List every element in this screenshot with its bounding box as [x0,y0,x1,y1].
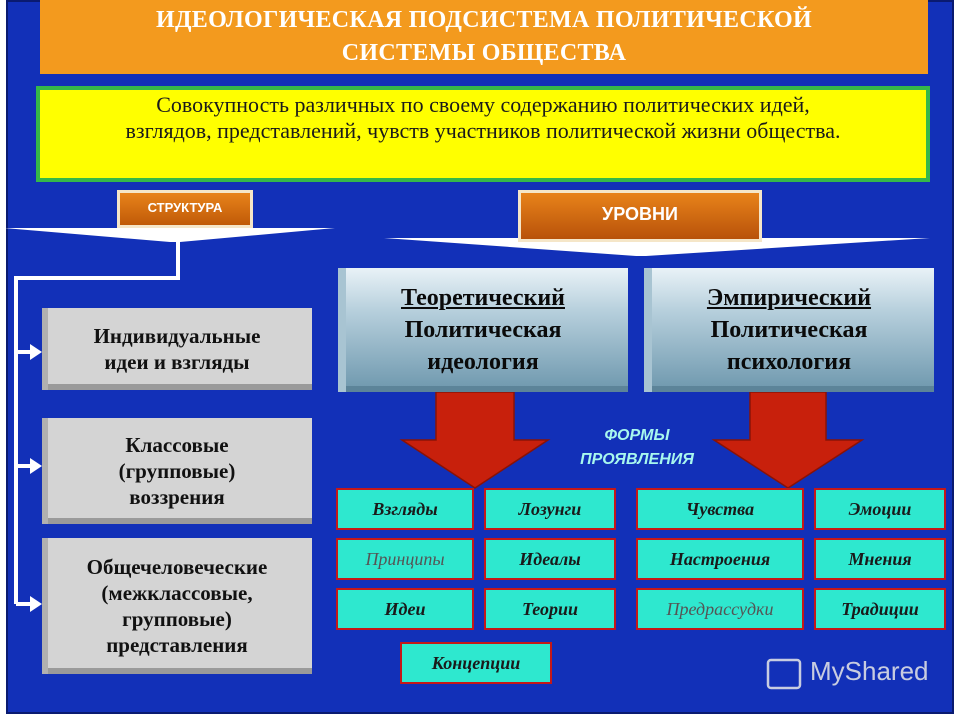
form-traditsii: Традиции [814,588,946,630]
title-line-2: СИСТЕМЫ ОБЩЕСТВА [341,40,627,66]
definition-line-2: взглядов, представлений, чувств участников политической жизни общества. [125,118,841,143]
forms-label [552,424,722,472]
level-empirical-line-3: психология [726,349,852,375]
arrow-empirical-down [714,392,862,488]
structure-item-1-line-2: идеи и взгляды [104,350,250,374]
watermark-text: MyShared [810,656,929,686]
form-teorii: Теории [484,588,616,630]
connector-arrowhead-3 [30,596,42,612]
structure-item-1-line-1: Индивидуальные [93,324,261,348]
level-theoretical-line-2: Политическая [404,317,562,343]
form-lozungi: Лозунги [484,488,616,530]
form-predrassudki: Предрассудки [636,588,804,630]
structure-item-3-line-2: (межклассовые, [101,581,253,605]
form-vzglyady: Взгляды [336,488,474,530]
level-theoretical [338,268,628,392]
level-empirical-head: Эмпирический [706,285,872,311]
watermark-icon [768,660,800,688]
forms-label-line-2: ПРОЯВЛЕНИЯ [580,451,694,468]
form-mneniya: Мнения [814,538,946,580]
title-line-1: ИДЕОЛОГИЧЕСКАЯ ПОДСИСТЕМА ПОЛИТИЧЕСКОЙ [155,7,812,33]
arrow-theoretical-down [402,392,548,488]
connector-arrowhead-1 [30,344,42,360]
structure-item-2-line-2: (групповые) [118,459,236,483]
structure-header-bar [4,228,335,242]
level-empirical [644,268,934,392]
form-emotsii: Эмоции [814,488,946,530]
structure-item-class [42,418,312,524]
structure-label: СТРУКТУРА [117,190,253,228]
structure-item-3-line-1: Общечеловеческие [86,555,268,579]
form-printsipy: Принципы [336,538,474,580]
form-idei: Идеи [336,588,474,630]
structure-item-individual [42,308,312,390]
form-kontseptsii: Концепции [400,642,552,684]
level-theoretical-line-3: идеология [427,349,539,375]
levels-label: УРОВНИ [518,190,762,242]
form-nastroeniya: Настроения [636,538,804,580]
form-idealy: Идеалы [484,538,616,580]
structure-item-2-line-3: воззрения [129,485,225,509]
forms-label-line-1: ФОРМЫ [604,427,670,444]
level-empirical-line-2: Политическая [710,317,868,343]
structure-item-universal [42,538,312,674]
level-theoretical-head: Теоретический [401,285,565,311]
definition-line-1: Совокупность различных по своему содержанию политических идей, [156,92,810,117]
structure-item-3-line-3: групповые) [122,607,232,631]
form-chuvstva: Чувства [636,488,804,530]
connector-arrowhead-2 [30,458,42,474]
structure-item-2-line-1: Классовые [125,433,229,457]
structure-item-3-line-4: представления [106,633,248,657]
